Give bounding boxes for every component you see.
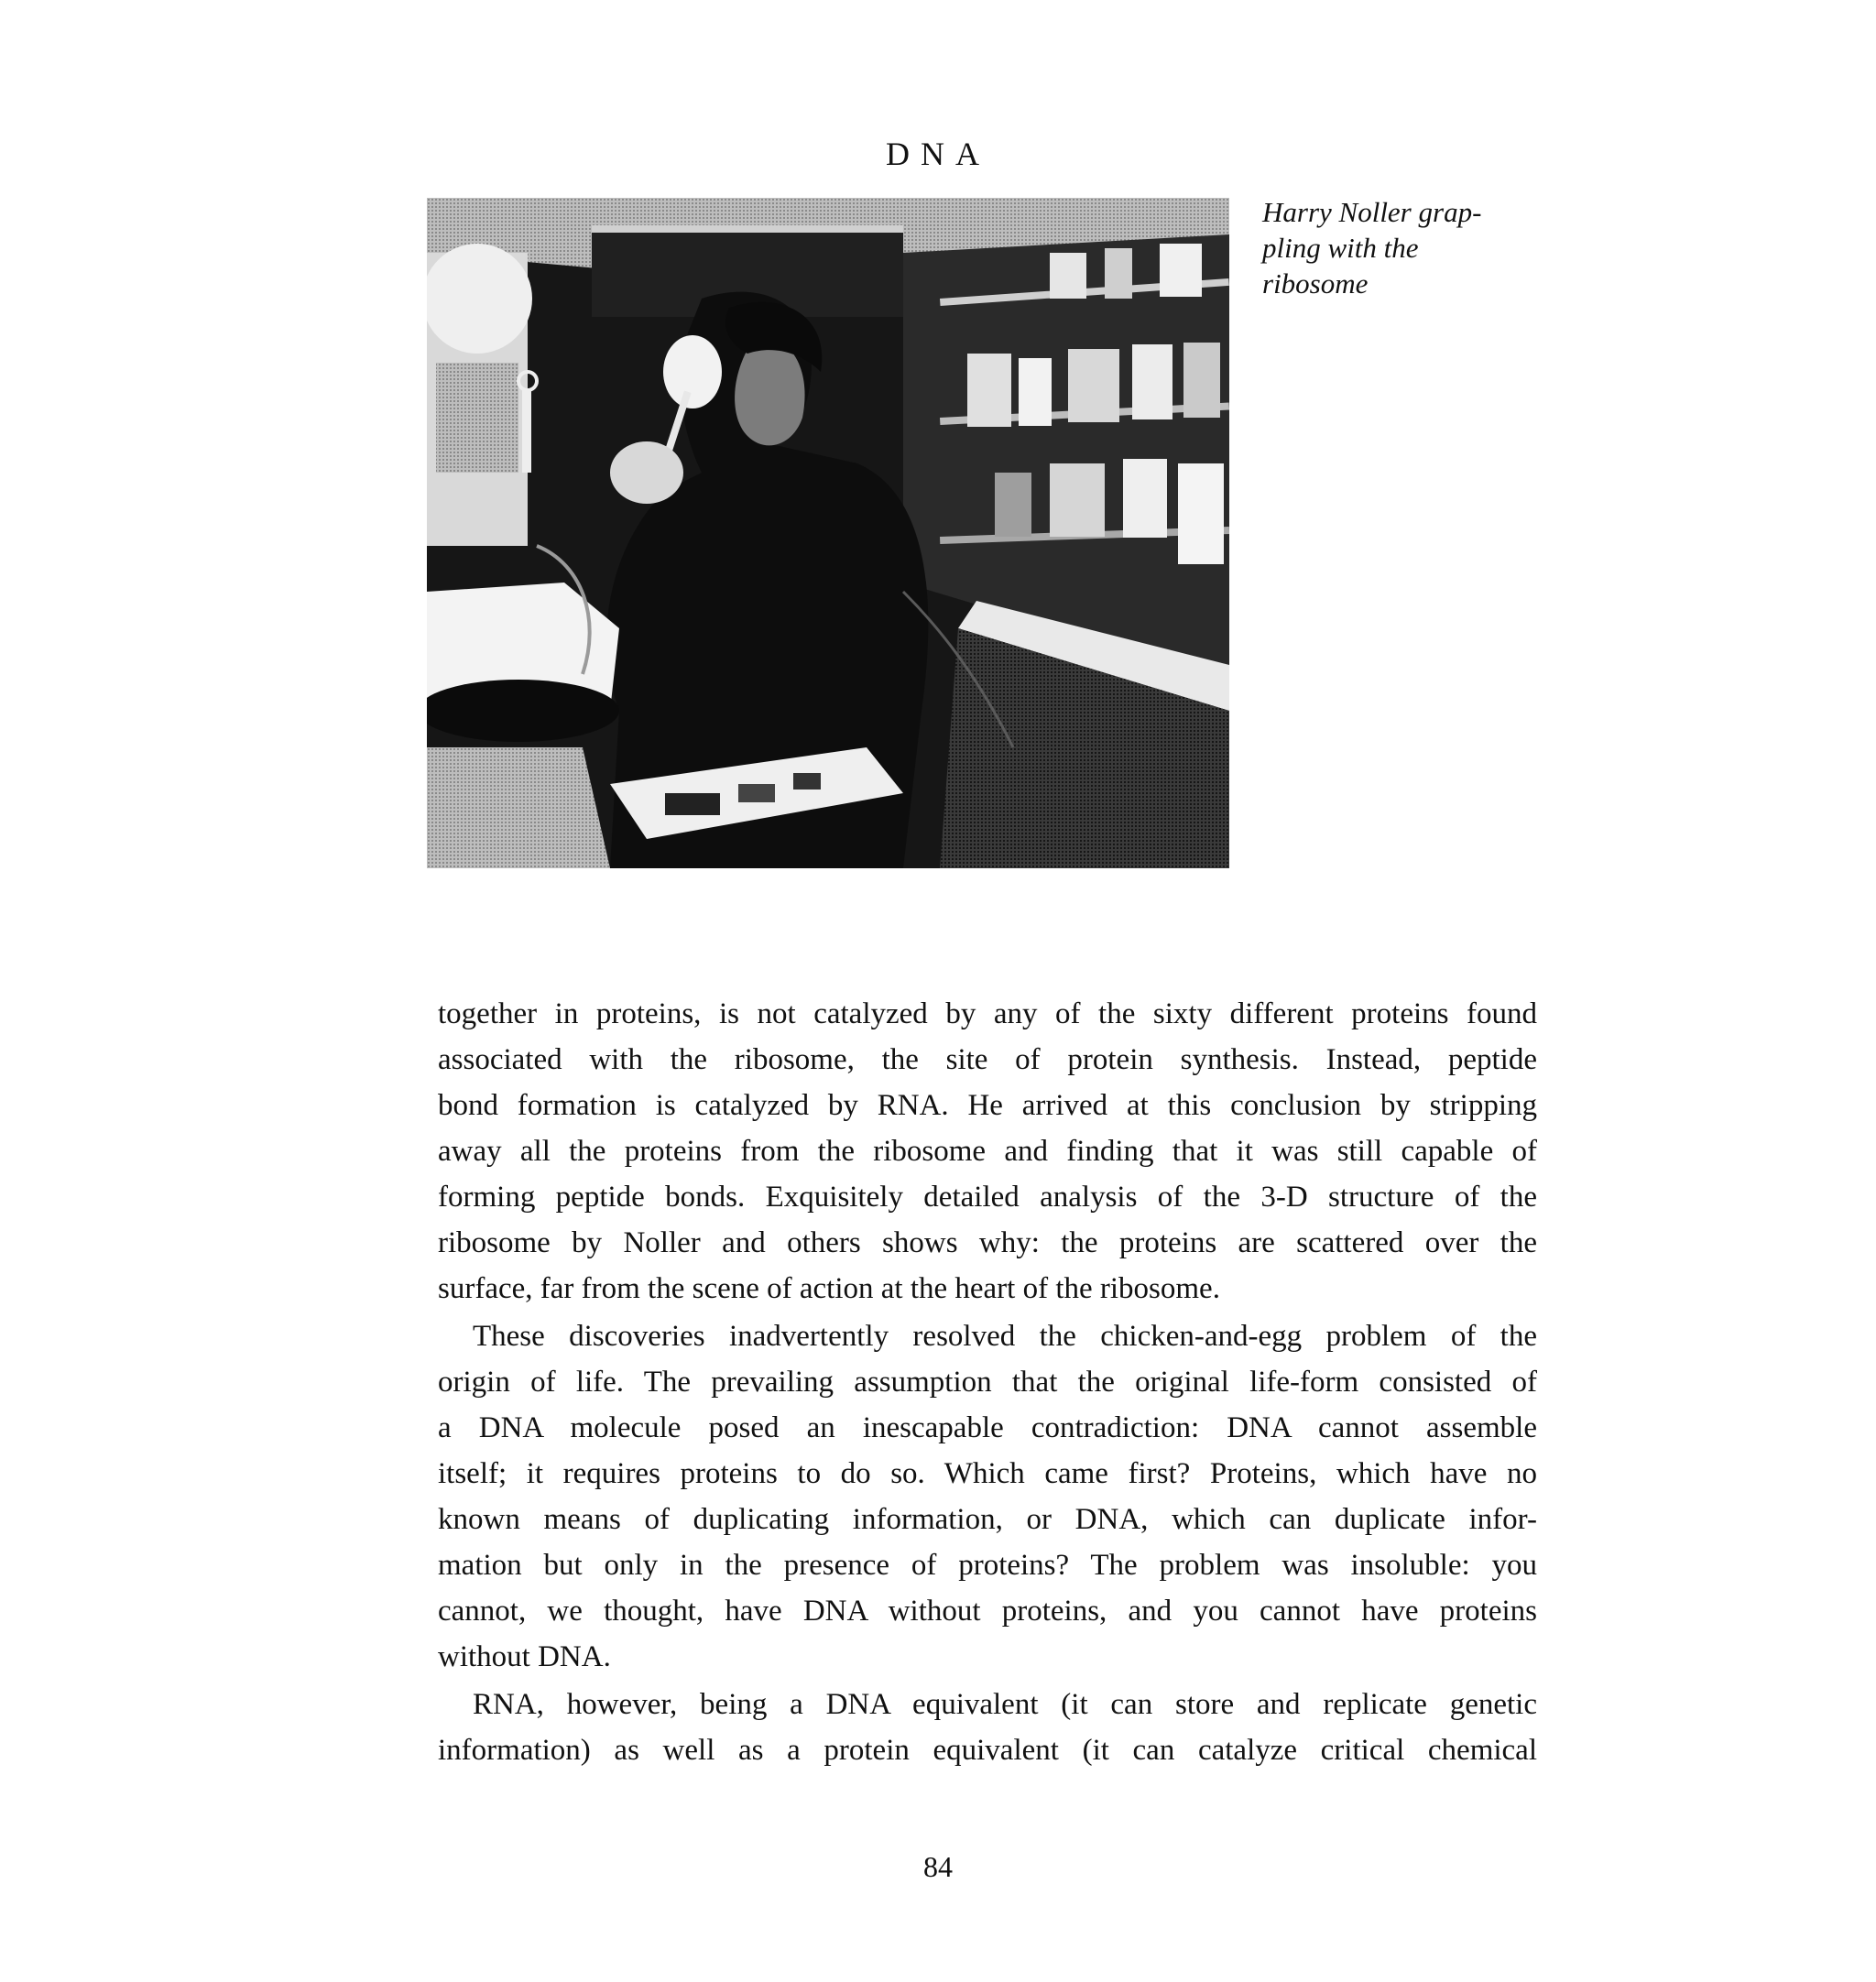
text-line: together in proteins, is not catalyzed by any of the sixty different proteins found — [438, 997, 1537, 1030]
text-line: forming peptide bonds. Exquisitely detailed analysis of the 3-D structure of the — [438, 1181, 1537, 1214]
text-line: known means of duplicating information, or DNA, which can duplicate infor- — [438, 1503, 1537, 1536]
text-line: ribosome by Noller and others shows why: the proteins are scattered over the — [438, 1226, 1537, 1259]
figure-caption — [1262, 194, 1500, 301]
text-line: origin of life. The prevailing assumption that the original life-form consisted of — [438, 1366, 1537, 1399]
paragraph — [438, 991, 1537, 1312]
text-line: bond formation is catalyzed by RNA. He arrived at this conclusion by stripping — [438, 1089, 1537, 1122]
paragraph — [438, 1313, 1537, 1680]
figure-photo — [427, 198, 1229, 868]
text-line: without DNA. — [438, 1640, 611, 1673]
text-line: surface, far from the scene of action at the heart of the ribosome. — [438, 1272, 1220, 1305]
text-line: a DNA molecule posed an inescapable contradiction: DNA cannot assemble — [438, 1411, 1537, 1444]
body-text — [438, 991, 1537, 1773]
page-number: 84 — [923, 1850, 953, 1883]
text-line: information) as well as a protein equivalent (it can catalyze critical chemical — [438, 1734, 1537, 1767]
caption-line: ribosome — [1262, 267, 1369, 299]
caption-line: Harry Noller grap- — [1262, 196, 1482, 228]
paragraph — [438, 1682, 1537, 1773]
lab-photo-image — [427, 198, 1229, 868]
text-line: cannot, we thought, have DNA without proteins, and you cannot have proteins — [438, 1595, 1537, 1628]
text-line: away all the proteins from the ribosome and finding that it was still capable of — [438, 1135, 1537, 1168]
text-line: associated with the ribosome, the site of protein synthesis. Instead, peptide — [438, 1043, 1537, 1076]
text-line: mation but only in the presence of proteins? The problem was insoluble: you — [438, 1549, 1537, 1582]
running-head: DNA — [886, 136, 990, 172]
text-line: These discoveries inadvertently resolved the chicken-and-egg problem of the — [473, 1320, 1537, 1353]
caption-line: pling with the — [1262, 232, 1419, 264]
text-line: RNA, however, being a DNA equivalent (it can store and replicate genetic — [473, 1688, 1537, 1721]
text-line: itself; it requires proteins to do so. Which came first? Proteins, which have no — [438, 1457, 1537, 1490]
